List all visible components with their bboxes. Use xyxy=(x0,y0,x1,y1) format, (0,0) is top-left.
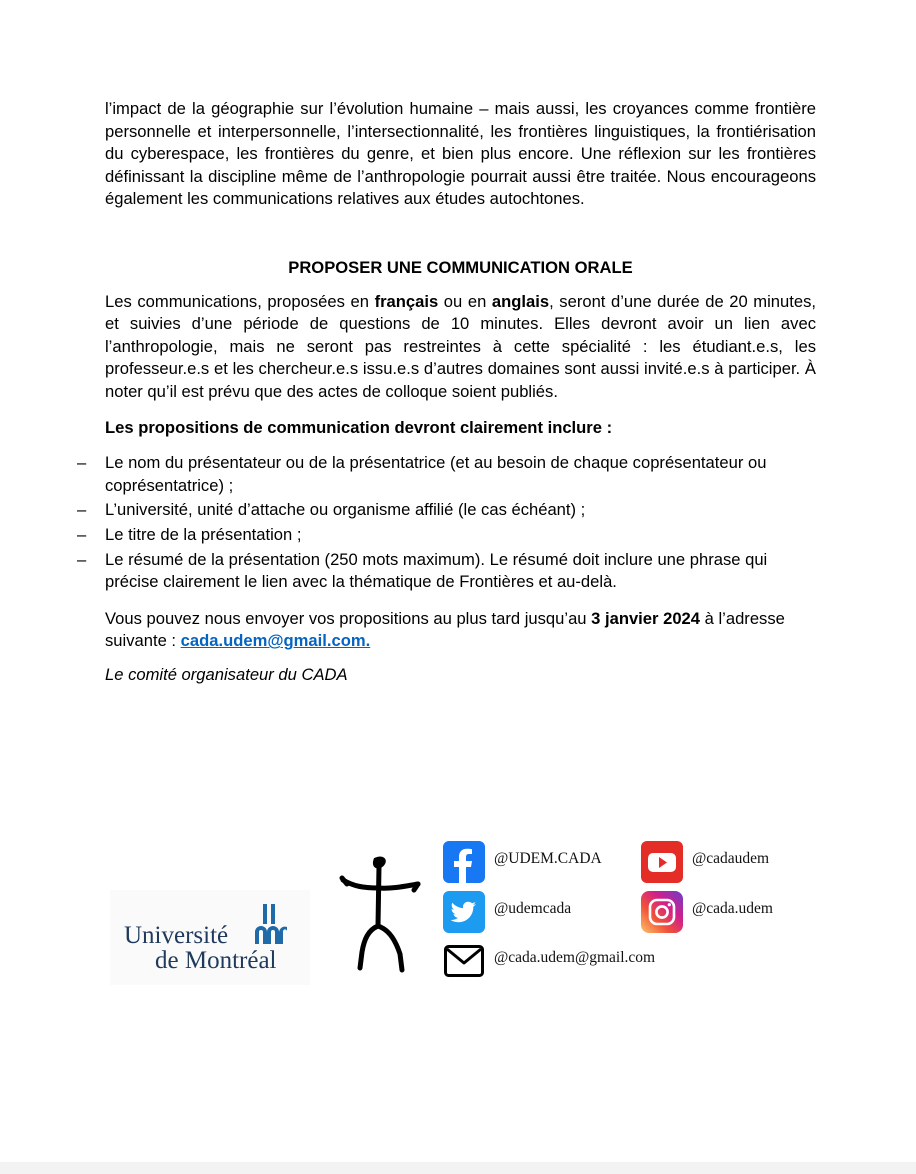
signature: Le comité organisateur du CADA xyxy=(105,664,348,684)
deadline-text: Vous pouvez nous envoyer vos propositions au plus tard jusqu’au xyxy=(105,608,592,628)
list-item xyxy=(77,549,816,594)
lang-english: anglais xyxy=(491,291,550,311)
twitter-handle: @udemcada xyxy=(494,900,572,917)
list-item-text: L’université, unité d’attache ou organisme affilié (le cas échéant) ; xyxy=(105,500,586,520)
logo-text-line1: Université xyxy=(124,922,229,949)
para-text: , seront d’une durée de 20 minutes, et suivies d’une période de questions de 10 minutes. Elles devront avoir un lien avec l’anthropologie, mais ne seront pas restreintes à cette spécialité : les étudiant.e.s, les professeur.e.s et les chercheur.e.s issu.e.s d’autres domaines sont aussi invité.e.s à participer. À noter qu’il est prévu que des actes de colloque soient publiés. xyxy=(105,291,817,401)
facebook-icon xyxy=(443,841,485,883)
intro-paragraph: l’impact de la géographie sur l’évolution humaine – mais aussi, les croyances comme frontière personnelle et interpersonnelle, l’intersectionnalité, les frontières linguistiques, la frontiérisation du cyberespace, les frontières du genre, et bien plus encore. Une réflexion sur les frontières définissant la discipline même de l’anthropologie pourrait aussi être traitée. Nous encourageons également les communications relatives aux études autochtones. xyxy=(105,99,816,209)
bullet-dash: – xyxy=(77,549,87,569)
section-heading: PROPOSER UNE COMMUNICATION ORALE xyxy=(288,257,633,277)
bullet-dash: – xyxy=(77,453,87,473)
instagram-icon xyxy=(641,891,683,933)
logo-text-line2: de Montréal xyxy=(155,947,277,974)
para-text: Les communications, proposées en xyxy=(105,291,375,311)
communication-paragraph xyxy=(105,291,816,404)
twitter-icon xyxy=(443,891,485,933)
lang-french: français xyxy=(374,291,439,311)
list-item xyxy=(77,452,816,497)
youtube-handle: @cadaudem xyxy=(692,850,770,867)
udem-emblem-icon xyxy=(253,904,289,944)
list-item xyxy=(77,524,816,547)
deadline-text: à l’adresse suivante : xyxy=(105,608,785,651)
list-item-text: Le résumé de la présentation (250 mots maximum). Le résumé doit inclure une phrase qui précise clairement le lien avec la thématique de Frontières et au-delà. xyxy=(105,549,768,592)
deadline-date: 3 janvier 2024 xyxy=(591,608,701,628)
document-body xyxy=(77,98,817,686)
list-item xyxy=(77,499,816,522)
bullet-dash: – xyxy=(77,524,87,544)
list-item-text: Le nom du présentateur ou de la présentatrice (et au besoin de chaque coprésentateur ou coprésentatrice) ; xyxy=(105,453,767,495)
udem-logo xyxy=(110,890,310,985)
stick-figure-icon xyxy=(338,856,422,974)
list-item-text: Le titre de la présentation ; xyxy=(105,524,302,544)
email-handle: @cada.udem@gmail.com xyxy=(494,949,656,966)
youtube-icon xyxy=(641,841,683,883)
deadline-paragraph xyxy=(105,608,816,653)
instagram-handle: @cada.udem xyxy=(692,900,773,917)
requirements-intro: Les propositions de communication devront clairement inclure : xyxy=(105,417,613,437)
facebook-handle: @UDEM.CADA xyxy=(494,850,602,867)
para-text: ou en xyxy=(438,291,492,311)
page-bottom-edge xyxy=(0,1162,916,1174)
contact-email-link[interactable]: cada.udem@gmail.com. xyxy=(180,631,371,651)
bullet-dash: – xyxy=(77,500,87,520)
mail-icon xyxy=(443,940,485,982)
requirements-list xyxy=(77,452,816,594)
